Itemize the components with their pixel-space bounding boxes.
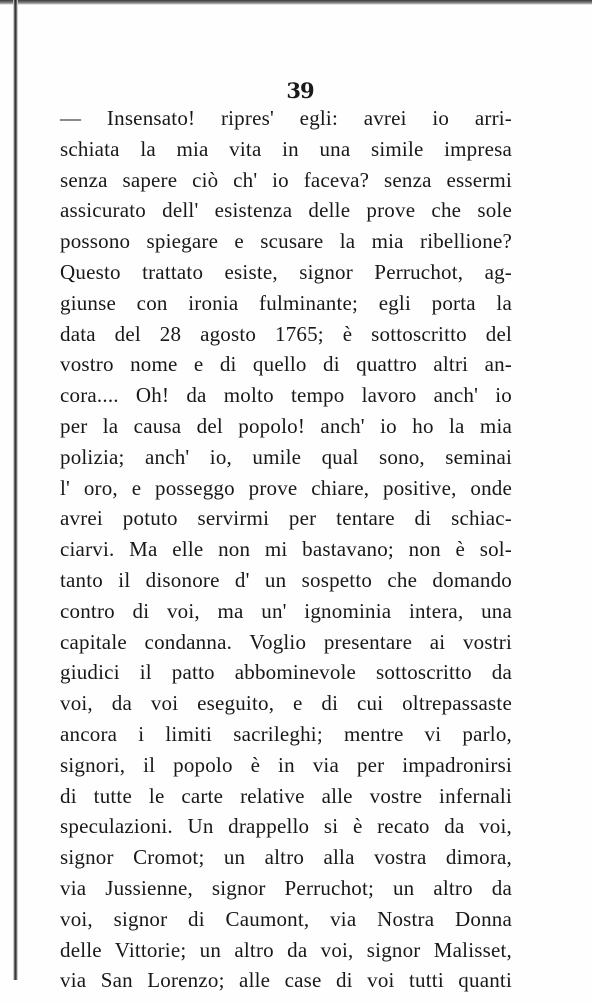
text-line: ciarvi. Ma elle non mi bastavano; non è sol- bbox=[60, 537, 512, 562]
text-line: assicurato dell' esistenza delle prove che sole bbox=[60, 198, 512, 223]
text-line: delle Vittorie; un altro da voi, signor Malisset, bbox=[60, 937, 512, 962]
text-line: per la causa del popolo! anch' io ho la mia bbox=[60, 413, 512, 438]
text-line: tanto il disonore d' un sospetto che domando bbox=[60, 567, 512, 592]
text-line: polizia; anch' io, umile qual sono, seminai bbox=[60, 444, 512, 469]
page-number: 39 bbox=[286, 78, 314, 103]
text-line: speculazioni. Un drappello si è recato da voi, bbox=[60, 814, 512, 839]
text-line: di tutte le carte relative alle vostre infernali bbox=[60, 783, 512, 808]
text-line: via Jussienne, signor Perruchot; un altro da bbox=[60, 875, 512, 900]
text-line: vostro nome e di quello di quattro altri an- bbox=[60, 352, 512, 377]
text-line: data del 28 agosto 1765; è sottoscritto del bbox=[60, 321, 512, 346]
text-line: giudici il patto abbominevole sottoscritto da bbox=[60, 660, 512, 685]
text-line: giunse con ironia fulminante; egli porta la bbox=[60, 290, 512, 315]
text-line: voi, da voi eseguito, e di cui oltrepassaste bbox=[60, 691, 512, 716]
text-line: Questo trattato esiste, signor Perruchot, ag- bbox=[60, 259, 512, 284]
page-binding-edge bbox=[13, 0, 18, 980]
text-line: schiata la mia vita in una simile impresa bbox=[60, 136, 512, 161]
text-line: signori, il popolo è in via per impadronirsi bbox=[60, 752, 512, 777]
text-line: via San Lorenzo; alle case di voi tutti quanti bbox=[60, 968, 512, 993]
text-line: possono spiegare e scusare la mia ribellione? bbox=[60, 229, 512, 254]
text-line: voi, signor di Caumont, via Nostra Donna bbox=[60, 906, 512, 931]
text-line: signor Cromot; un altro alla vostra dimora, bbox=[60, 845, 512, 870]
text-line: avrei potuto servirmi per tentare di schiac- bbox=[60, 506, 512, 531]
text-line: l' oro, e posseggo prove chiare, positive, onde bbox=[60, 475, 512, 500]
text-line: ancora i limiti sacrileghi; mentre vi parlo, bbox=[60, 721, 512, 746]
page-top-edge bbox=[0, 0, 592, 5]
text-line: senza sapere ciò ch' io faceva? senza essermi bbox=[60, 167, 512, 192]
text-line: cora.... Oh! da molto tempo lavoro anch' io bbox=[60, 383, 512, 408]
text-line: — Insensato! ripres' egli: avrei io arri- bbox=[60, 106, 512, 130]
body-text bbox=[60, 103, 512, 996]
text-line: contro di voi, ma un' ignominia intera, una bbox=[60, 598, 512, 623]
text-line: capitale condanna. Voglio presentare ai vostri bbox=[60, 629, 512, 654]
